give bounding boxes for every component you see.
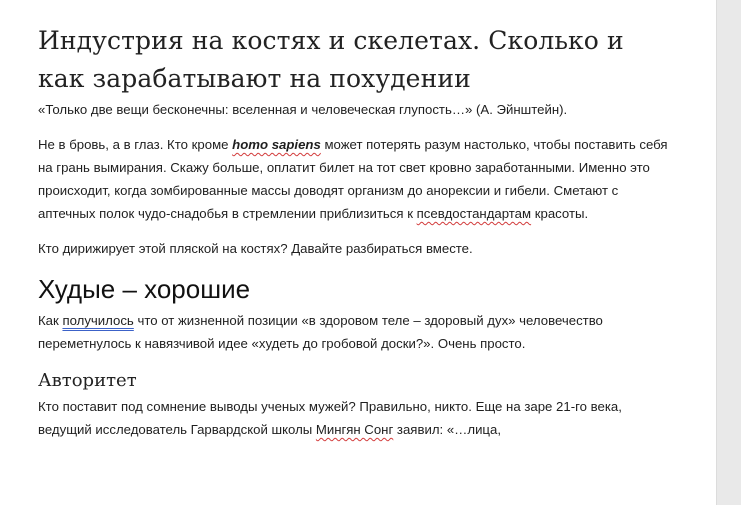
paragraph-authority — [38, 395, 668, 441]
paragraph-section — [38, 309, 668, 355]
paragraph-question: Кто дирижирует этой пляской на костях? Давайте разбираться вместе. — [38, 241, 473, 256]
vertical-scrollbar[interactable] — [716, 0, 741, 505]
paragraph-intro — [38, 133, 668, 225]
subsection-heading: Авторитет — [38, 370, 137, 391]
paragraph-authority-part-a: Кто поставит под сомнение выводы ученых мужей? Правильно, никто. Еще на заре 21-го века, ведущий исследователь Гарвардской школы — [38, 399, 622, 437]
document-body — [38, 22, 668, 441]
paragraph-intro-part-a: Не в бровь, а в глаз. Кто кроме — [38, 137, 233, 152]
grammar-flagged-word[interactable]: получилось — [62, 313, 134, 328]
epigraph-quote: «Только две вещи бесконечны: вселенная и человеческая глупость…» (А. Эйнштейн). — [38, 102, 568, 117]
paragraph-section-part-c: что от жизненной позиции «в здоровом теле – здоровый дух» человечество переметнулось к навязчивой идее «худеть до гробовой доски?». Очень просто. — [38, 313, 603, 351]
misspelled-word[interactable]: псевдостандартам — [416, 206, 532, 221]
paragraph-intro-part-e: красоты. — [531, 206, 589, 221]
homo-sapiens-term[interactable]: homo sapiens — [232, 137, 321, 152]
paragraph-intro-part-c: может потерять разум настолько, чтобы поставить себя на грань вымирания. Скажу больше, оплатит билет на тот свет кровно заработанными. Именно это происходит, когда зомбированные массы доводят организм до анорексии и гибели. Сметают с аптечных полок чудо-снадобья в стремлении приблизиться к — [38, 137, 668, 221]
misspelled-name[interactable]: Мингян Сонг — [315, 422, 394, 437]
paragraph-section-part-a: Как — [38, 313, 63, 328]
paragraph-authority-part-c: заявил: «…лица, — [393, 422, 501, 437]
document-title: Индустрия на костях и скелетах. Сколько и как зарабатывают на похудении — [38, 26, 624, 93]
section-heading: Худые – хорошие — [38, 274, 251, 304]
